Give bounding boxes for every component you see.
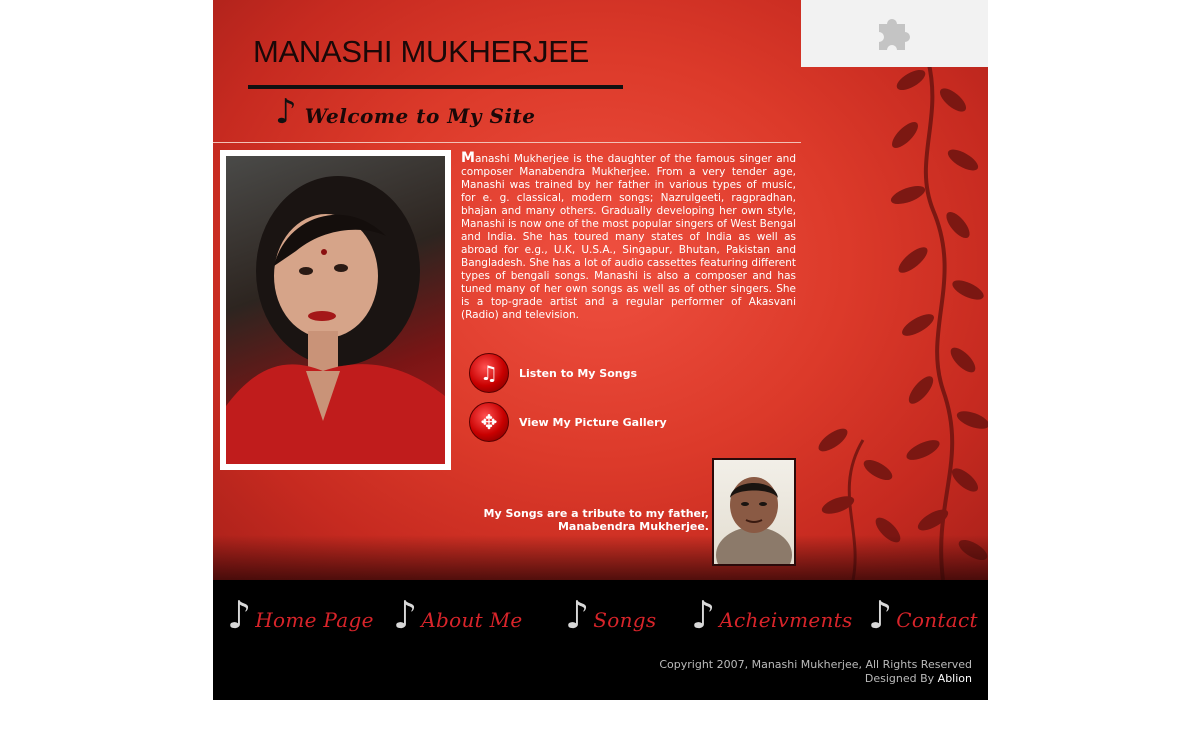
puzzle-piece-icon xyxy=(873,12,917,56)
music-note-icon: ♪ xyxy=(868,593,893,637)
picture-gallery-label: View My Picture Gallery xyxy=(519,415,667,429)
nav-contact[interactable] xyxy=(868,593,978,637)
tribute-line-1: My Songs are a tribute to my father, xyxy=(483,507,709,520)
welcome-text: Welcome to My Site xyxy=(304,104,536,128)
designed-by-prefix: Designed By xyxy=(864,671,935,685)
nav-songs[interactable] xyxy=(565,593,657,637)
music-note-icon: ♫ xyxy=(469,353,509,393)
panel-bottom-shade xyxy=(213,535,988,580)
designed-by xyxy=(659,672,972,686)
gallery-icon: ✥ xyxy=(469,402,509,442)
listen-songs-link[interactable] xyxy=(469,353,637,393)
portrait-photo xyxy=(220,150,451,470)
music-note-icon: ♪ xyxy=(691,593,716,637)
tribute-text xyxy=(453,507,709,533)
father-illustration xyxy=(714,460,794,564)
music-note-icon: ♪ xyxy=(565,593,590,637)
missing-plugin-box[interactable] xyxy=(801,0,988,67)
designer-link[interactable]: Ablion xyxy=(937,671,972,685)
picture-gallery-link[interactable] xyxy=(469,402,667,442)
site-container xyxy=(213,0,988,700)
nav-label: About Me xyxy=(421,608,523,632)
music-note-icon: ♪ xyxy=(275,92,297,132)
nav-label: Songs xyxy=(593,608,657,632)
portrait-illustration xyxy=(226,156,445,464)
tribute-line-2: Manabendra Mukherjee. xyxy=(557,520,709,533)
nav-label: Contact xyxy=(896,608,978,632)
copyright-text: Copyright 2007, Manashi Mukherjee, All Rights Reserved xyxy=(659,658,972,671)
bio-drop-cap: M xyxy=(461,150,475,166)
page-title: MANASHI MUKHERJEE xyxy=(253,34,589,69)
listen-songs-label: Listen to My Songs xyxy=(519,366,638,380)
nav-about-me[interactable] xyxy=(393,593,523,637)
welcome-banner xyxy=(275,92,536,132)
nav-acheivments[interactable] xyxy=(691,593,853,637)
nav-label: Home Page xyxy=(255,608,374,632)
nav-home-page[interactable] xyxy=(227,593,374,637)
father-photo xyxy=(712,458,796,566)
header-divider xyxy=(213,142,801,143)
music-note-icon: ♪ xyxy=(227,593,252,637)
bio-body: anashi Mukherjee is the daughter of the famous singer and composer Manabendra Mukherjee. From a very tender age, Manashi was trained by her father in various types of music, for e. g. classical, modern songs; Nazrulgeeti, ragpradhan, bhajan and many others. Gradually developing her own style, Manashi is now one of the most popular singers of West Bengal and India. She has toured many states of India as well as abroad for e.g., U.K, U.S.A., Singapur, Bhutan, Pakistan and Bangladesh. She has a lot of audio cassettes featuring different types of bengali songs. Manashi is also a composer and has tuned many of her own songs as well as of other singers. She is a top-grade artist and a regular performer of Akasvani (Radio) and television. xyxy=(461,153,796,321)
bio-text xyxy=(461,152,796,322)
title-underline xyxy=(248,85,623,89)
music-note-icon: ♪ xyxy=(393,593,418,637)
copyright-notice xyxy=(659,658,972,685)
vine-decoration xyxy=(793,60,988,580)
nav-label: Acheivments xyxy=(719,608,853,632)
